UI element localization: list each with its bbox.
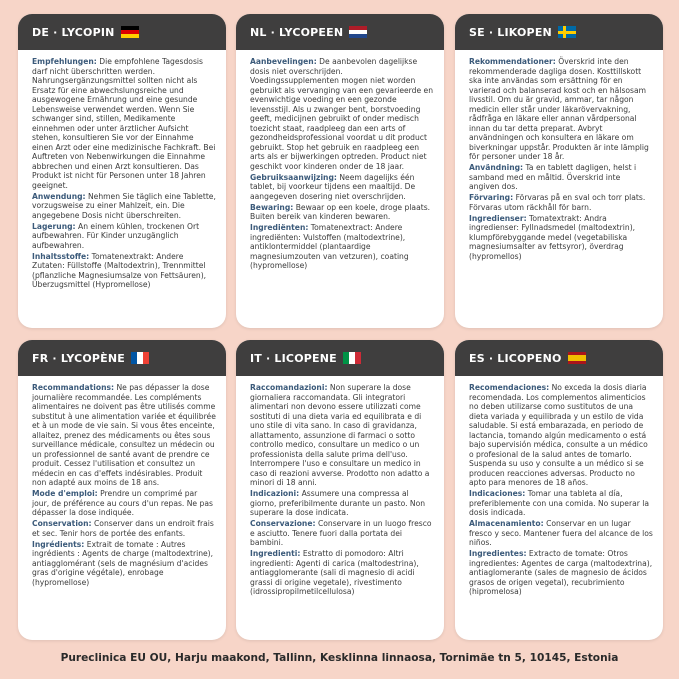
card-title: FR · LYCOPÈNE [32,351,126,365]
card-it [236,340,444,640]
france-flag-icon [131,352,149,364]
section-usage: Indicazioni: Assumere una compressa al giorno, preferibilmente durante un pasto. Non superare la dose indicata. [250,489,426,517]
card-header [18,14,226,50]
card-body [455,50,663,261]
card-se [455,14,663,328]
netherlands-flag-icon [349,26,367,38]
section-storage: Conservazione: Conservare in un luogo fresco e asciutto. Tenere fuori dalla portata dei bambini. [250,519,432,547]
card-header [455,14,663,50]
card-title: SE · LIKOPEN [469,25,552,39]
section-ingredients: Ingredienti: Estratto di pomodoro: Altri ingredienti: Agenti di carica (maltodestrina), antiagglomerante (sali di magnesio di acidi grassi di origine vegetale), rivestimento (idrossipropilmetilcellulosa) [250,549,419,596]
card-header [455,340,663,376]
section-ingredients: Ingredientes: Extracto de tomate: Otros ingredientes: Agentes de carga (maltodextrina), antiaglomerante (sales de magnesio de ácidos grasos de origen vegetal), recubrimiento (hipromelosa) [469,549,653,596]
card-body [18,50,226,290]
section-recommendations: Aanbevelingen: De aanbevolen dagelijkse dosis niet overschrijden. Voedingssupplementen mogen niet worden gebruikt als vervanging van een gevarieerde en evenwichtige voeding en een gezonde levensstijl. Als u zwanger bent, borstvoeding geeft, medicijnen gebruikt of onder medisch toezicht staat, raadpleeg dan een arts of gezondheidsprofessional voordat u dit product gebruikt. Stop het gebruik en raadpleeg een arts als er bijwerkingen optreden. Product niet geschikt voor kinderen onder de 18 jaar. [250,57,434,171]
card-fr [18,340,226,640]
card-title: NL · LYCOPEEN [250,25,344,39]
section-storage: Bewaring: Bewaar op een koele, droge plaats. Buiten bereik van kinderen bewaren. [250,202,431,221]
card-body [236,376,444,597]
section-storage: Förvaring: Förvaras på en sval och torr plats. Förvaras utom räckhåll för barn. [469,193,646,212]
card-header [236,340,444,376]
section-storage: Conservation: Conserver dans un endroit frais et sec. Tenir hors de portée des enfants. [32,519,214,538]
italy-flag-icon [343,352,361,364]
sweden-flag-icon [558,26,576,38]
germany-flag-icon [121,26,139,38]
card-title: ES · LICOPENO [469,351,562,365]
section-storage: Lagerung: An einem kühlen, trockenen Ort aufbewahren. Für Kinder unzugänglich aufbewahren. [32,221,200,250]
card-body [18,376,226,587]
section-recommendations: Recommandations: Ne pas dépasser la dose journalière recommandée. Les compléments alimentaires ne doivent pas être utilisés comme substitut à une alimentation variée et équilibrée et à un mode de vie sain. Si vous êtes enceinte, allaitez, prenez des médicaments ou êtes sous surveillance médicale, consultez un médecin ou un professionnel de santé avant de prendre ce produit. Cessez l'utilisation et consultez un médecin en cas d'effets indésirables. Produit non adapté aux moins de 18 ans. [32,383,216,487]
spain-flag-icon [568,352,586,364]
section-recommendations: Empfehlungen: Die empfohlene Tagesdosis darf nicht überschritten werden. Nahrungsergänzungsmittel sollten nicht als Ersatz für eine abwechslungsreiche und ausgewogene Ernährung und eine gesunde Lebensweise verwendet werden. Wenn Sie schwanger sind, stillen, Medikamente einnehmen oder unter ärztlicher Aufsicht stehen, konsultieren Sie vor der Einnahme einen Arzt oder eine medizinische Fachkraft. Bei Auftreten von Nebenwirkungen die Einnahme abbrechen und einen Arzt konsultieren. Das Produkt ist nicht für Personen unter 18 Jahren geeignet. [32,57,216,190]
card-body [455,376,663,597]
section-ingredients: Ingrediënten: Tomatenextract: Andere ingrediënten: Vulstoffen (maltodextrine), antiklontermiddel (plantaardige magnesiumzouten van vetzuren), coating (hypromellose) [250,223,409,270]
section-recommendations: Rekommendationer: Överskrid inte den rekommenderade dagliga dosen. Kosttillskott ska inte användas som ersättning för en varierad och balanserad kost och en hälsosam livsstil. Om du är gravid, ammar, tar någon medicin eller står under läkarövervakning, rådfråga en läkare eller annan vårdpersonal innan du tar detta preparat. Avbryt användningen och konsultera en läkare om biverkningar uppstår. Produkten är inte lämplig för personer under 18 år. [469,57,649,161]
section-usage: Användning: Ta en tablett dagligen, helst i samband med en måltid. Överskrid inte angiven dos. [469,163,637,191]
section-storage: Almacenamiento: Conservar en un lugar fresco y seco. Mantener fuera del alcance de los niños. [469,519,653,547]
card-title: DE · LYCOPIN [32,25,115,39]
company-address-footer: Pureclinica EU OU, Harju maakond, Tallinn, Kesklinna linnaosa, Tornimäe tn 5, 10145, Estonia [60,652,619,664]
card-header [18,340,226,376]
section-recommendations: Raccomandazioni: Non superare la dose giornaliera raccomandata. Gli integratori alimentari non devono essere utilizzati come sostituti di una dieta varia ed equilibrata e di uno stile di vita sano. In caso di gravidanza, allattamento, assunzione di farmaci o sotto controllo medico, consultare un medico o un professionista della salute prima dell'uso. Interrompere l'uso e consultare un medico in caso di reazioni avverse. Prodotto non adatto a minori di 18 anni. [250,383,430,487]
card-title: IT · LICOPENE [250,351,337,365]
section-ingredients: Inhaltsstoffe: Tomatenextrakt: Andere Zutaten: Füllstoffe (Maltodextrin), Trennmittel (pflanzliche Magnesiumsalze von Fettsäuren), Überzugsmittel (Hypromellose) [32,251,207,289]
card-header [236,14,444,50]
card-es [455,340,663,640]
section-usage: Anwendung: Nehmen Sie täglich eine Tablette, vorzugsweise zu einer Mahlzeit, ein. Die angegebene Dosis nicht überschreiten. [32,191,216,220]
section-usage: Indicaciones: Tomar una tableta al día, preferiblemente con una comida. No superar la dosis indicada. [469,489,650,517]
section-usage: Mode d'emploi: Prendre un comprimé par jour, de préférence au cours d'un repas. Ne pas dépasser la dose indiquée. [32,489,213,517]
card-nl [236,14,444,328]
section-usage: Gebruiksaanwijzing: Neem dagelijks één tablet, bij voorkeur tijdens een maaltijd. De aangegeven dosering niet overschrijden. [250,172,416,201]
section-ingredients: Ingrédients: Extrait de tomate : Autres ingrédients : Agents de charge (maltodextrine), antiagglomérant (sels de magnésium d'acides gras d'origine végétale), enrobage (hypromellose) [32,539,214,587]
section-ingredients: Ingredienser: Tomatextrakt: Andra ingredienser: Fyllnadsmedel (maltodextrin), klumpförebyggande medel (vegetabiliska magnesiumsalter av fettsyror), överdrag (hypromellos) [469,213,636,261]
card-de [18,14,226,328]
section-recommendations: Recomendaciones: No exceda la dosis diaria recomendada. Los complementos alimenticios no deben utilizarse como sustitutos de una dieta variada y equilibrada y un estilo de vida saludable. Si está embarazada, en periodo de lactancia, tomando algún medicamento o está bajo supervisión médica, consulte a un médico o profesional de la salud antes de tomarlo. Suspenda su uso y consulte a un médico si se producen reacciones adversas. Producto no apto para menores de 18 años. [469,383,648,487]
card-body [236,50,444,271]
